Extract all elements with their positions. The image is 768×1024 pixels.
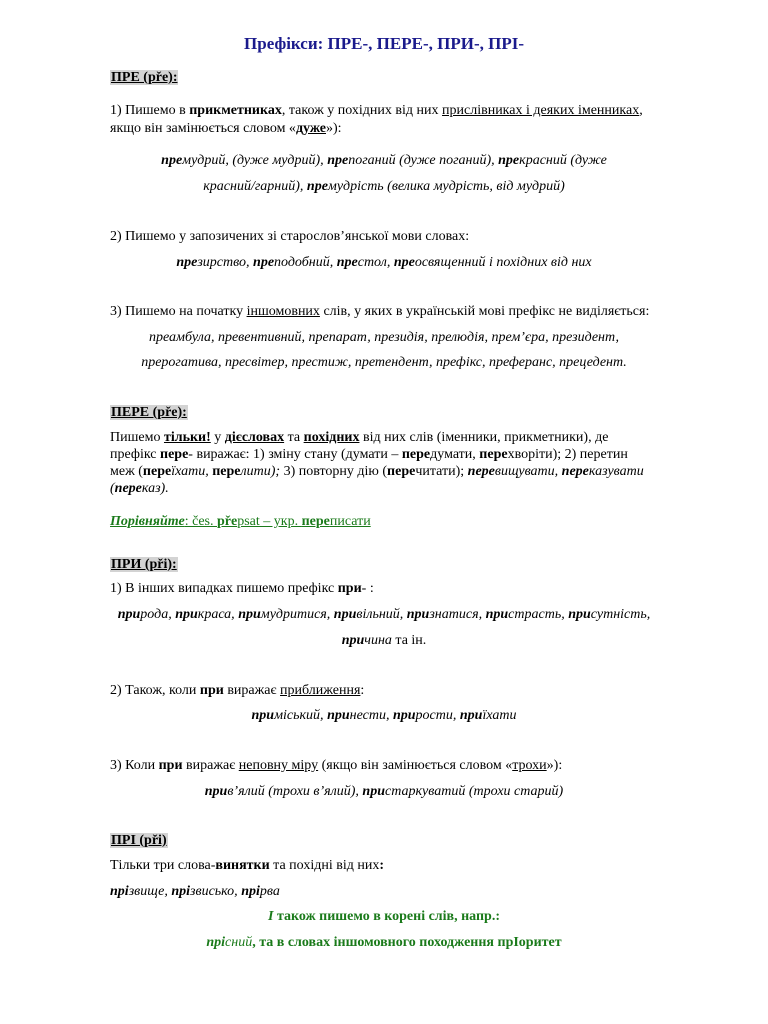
pry-rule-2: 2) Також, коли при виражає приближення: (110, 683, 365, 698)
pre-example-1-line-2: красний/гарний), премудрість (велика мудрість, від мудрий) (203, 179, 565, 194)
heading-label: ПРЕ (pře): (111, 70, 178, 85)
pry-example-1-line-2: причина та ін. (341, 633, 427, 648)
section-heading-pri (110, 833, 168, 849)
heading-label: ПРИ (při): (111, 557, 177, 572)
pre-rule-1-line-2: якщо він замінюється словом «дуже»): (110, 121, 342, 136)
pere-text-line-4: (переказ). (110, 481, 169, 496)
pre-rule-1-line-1: 1) Пишемо в прикметниках, також у похідних від них прислівниках і деяких іменниках, (110, 103, 643, 118)
pri-examples: прізвище, прізвисько, прірва (110, 884, 280, 899)
page-title: Префікси: ПРЕ-, ПЕРЕ-, ПРИ-, ПРІ- (244, 34, 524, 53)
pry-example-3: прив’ялий (трохи в’ялий), пристаркуватий (трохи старий) (204, 784, 564, 799)
pre-rule-2: 2) Пишемо у запозичених зі старослов’янської мови словах: (110, 229, 470, 244)
pre-example-2: презирство, преподобний, престол, преосвященний і похідних від них (176, 255, 592, 270)
pere-compare-note: Порівняйте: čes. přepsat – укр. переписати (110, 514, 371, 529)
pre-rule-3: 3) Пишемо на початку іншомовних слів, у яких в українській мові префікс не виділяється: (110, 304, 650, 319)
pere-text-line-1: Пишемо тільки! у дієсловах та похідних від них слів (іменники, прикметники), де (110, 430, 609, 445)
section-heading-pre (110, 70, 178, 86)
pri-text-line-1: Тільки три слова-винятки та похідні від них: (110, 858, 384, 873)
pri-green-note-2: прісний, та в словах іншомовного походження прІоритет (206, 935, 562, 950)
pry-example-1-line-1: природа, прикраса, примудритися, привільний, признатися, пристрасть, присутність, (117, 607, 651, 622)
pry-rule-1: 1) В інших випадках пишемо префікс при- : (110, 581, 374, 596)
section-heading-pere (110, 405, 188, 421)
heading-label: ПРІ (při) (111, 833, 167, 848)
pere-text-line-2: префікс пере- виражає: 1) зміну стану (думати – передумати, перехворіти); 2) перетин (110, 447, 628, 462)
pre-example-3-line-2: прерогатива, пресвітер, престиж, претендент, префікс, преферанс, прецедент. (141, 355, 627, 370)
pere-text-line-3: меж (переїхати, перелити); 3) повторну дію (перечитати); перевищувати, переказувати (110, 464, 644, 479)
pre-example-3-line-1: преамбула, превентивний, препарат, президія, прелюдія, прем’єра, президент, (149, 330, 619, 345)
heading-label: ПЕРЕ (pře): (111, 405, 187, 420)
pry-example-2: приміський, принести, прирости, приїхати (251, 708, 517, 723)
pre-example-1-line-1: премудрий, (дуже мудрий), препоганий (дуже поганий), прекрасний (дуже (161, 153, 607, 168)
pry-rule-3: 3) Коли при виражає неповну міру (якщо він замінюється словом «трохи»): (110, 758, 563, 773)
section-heading-pry (110, 557, 178, 573)
pri-green-note-1: І також пишемо в корені слів, напр.: (267, 909, 501, 924)
